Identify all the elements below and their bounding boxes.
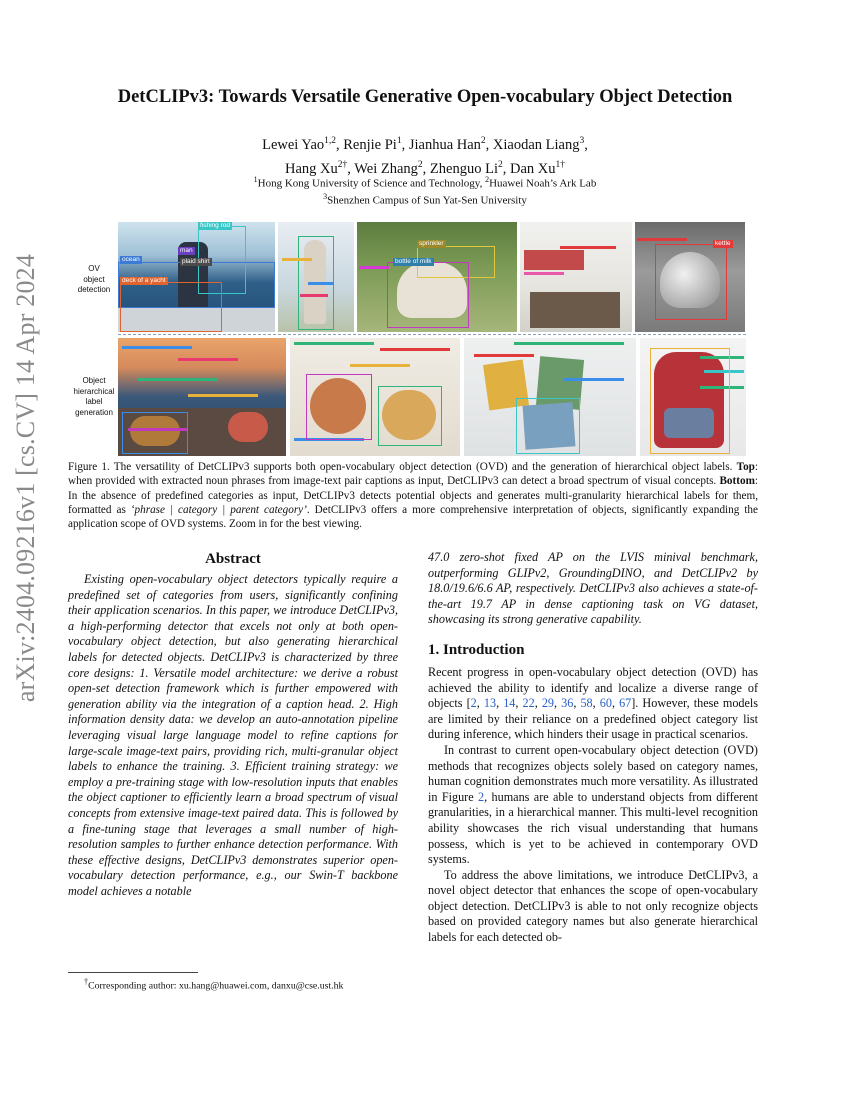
- tag-plaid-shirt: plaid shirt: [182, 258, 210, 265]
- citation-separator: ,: [534, 696, 542, 711]
- detection-box: [122, 412, 188, 454]
- citation-link[interactable]: 14: [503, 696, 516, 711]
- footnote-mark: †: [84, 977, 89, 986]
- citation-separator: ,: [592, 696, 600, 711]
- introduction-heading: 1. Introduction: [428, 641, 525, 658]
- author-separator: ,: [584, 136, 588, 153]
- citation-link[interactable]: 58: [580, 696, 593, 711]
- author-affiliation-mark: 1†: [555, 159, 565, 170]
- figure-2-reference[interactable]: 2: [478, 789, 485, 804]
- label-bar: [380, 348, 450, 351]
- affiliation-line-2: [70, 192, 780, 207]
- author-separator: ,: [336, 136, 344, 153]
- author-affiliation-mark: 2: [417, 159, 423, 170]
- caption-label: Figure 1.: [68, 461, 110, 473]
- label-bar: [282, 258, 312, 261]
- image-backpack: [640, 338, 746, 456]
- image-photo-collage: [464, 338, 636, 456]
- citation-link[interactable]: 29: [541, 696, 554, 711]
- row-separator: [118, 334, 746, 335]
- author-list: [70, 131, 780, 179]
- label-bar: [560, 246, 616, 249]
- figure-1: [68, 220, 748, 456]
- author-affiliation-mark: 1,2: [324, 136, 337, 146]
- arxiv-sidebar-stamp: arXiv:2404.09216v1 [cs.CV] 14 Apr 2024: [11, 253, 40, 703]
- author-line-1: [70, 131, 780, 155]
- label-bar: [524, 272, 564, 275]
- image-living-room: [520, 222, 632, 332]
- detection-box: [306, 374, 372, 440]
- author-name: Dan Xu: [509, 160, 556, 177]
- author-separator: ,: [401, 136, 409, 153]
- author-name: Hang Xu: [284, 160, 338, 177]
- left-column: [68, 550, 398, 899]
- author-separator: ,: [485, 136, 493, 153]
- tag-deck-of-a-yacht: deck of a yacht: [122, 277, 166, 284]
- furniture: [530, 292, 620, 328]
- citation-link[interactable]: 60: [599, 696, 612, 711]
- tag-fishing-rod: fishing rod: [200, 222, 230, 229]
- author-name: Zhenguo Li: [429, 160, 498, 177]
- author-separator: ,: [422, 160, 430, 177]
- image-lamb-grass: [357, 222, 517, 332]
- author-affiliation-mark: 2†: [337, 159, 348, 170]
- affiliation-mark: 3: [323, 192, 328, 201]
- label-bar: [308, 282, 334, 285]
- author-affiliation-mark: 2: [480, 136, 486, 146]
- intro-paragraph-1: Recent progress in open-vocabulary object detection (OVD) has achieved the ability to identify and localize a diverse range of objects [2, 13, 14, 22, 29, 36, 58, 60, 67]. However, these models are limited by their reliance on a predefined object category list during inference, which hinders their usage in practical scenarios.: [428, 664, 759, 742]
- abstract-text: Existing open-vocabulary object detectors typically require a predefined set of categories from users, significantly confining their application scenarios. In this paper, we introduce DetCLIPv3, a high-performing detector that excels not only at both open-vocabulary object detection, but also generating hierarchical labels for detected objects. DetCLIPv3 is characterized by three core designs: 1. Versatile model architecture: we derive a robust open-set detection framework which is further empowered with generation ability via the integration of a caption head. 2. High information density data: we develop an auto-annotation pipeline leveraging visual large language model to refine captions for large-scale image-text pairs, providing rich, multi-granular object labels to enhance the training. 3. Efficient training strategy: we employ a pre-training stage with low-resolution inputs that enables the object captioner to efficiently learn a broad spectrum of visual concepts from extensive image-text paired data. This is followed by a fine-tuning stage that leverages a small number of high-resolution samples to further enhance detection performance. With these effective designs, DetCLIPv3 demonstrates superior open-vocabulary detection performance, e.g., our Swin-T backbone model achieves a notable: [68, 572, 398, 898]
- detection-box: [516, 398, 580, 454]
- author-name: Lewei Yao: [262, 136, 325, 153]
- citation-separator: ,: [476, 696, 484, 711]
- caption-top-label: Top: [736, 461, 755, 473]
- image-dinner-table: [118, 338, 286, 456]
- citation-link[interactable]: 36: [561, 696, 574, 711]
- author-affiliation-mark: 2: [497, 159, 503, 170]
- tag-sprinkler: sprinkler: [419, 240, 444, 247]
- affiliation-name: Hong Kong University of Science and Technology,: [257, 177, 486, 190]
- citation-link[interactable]: 67: [619, 696, 632, 711]
- row-label-hierarchical-generation: Object hierarchical label generation: [73, 376, 115, 417]
- row-label-ov-detection: OV object detection: [77, 264, 111, 294]
- label-bar: [474, 354, 534, 357]
- image-yacht-fishing: [118, 222, 275, 332]
- citation-separator: ,: [515, 696, 523, 711]
- caption-format: ‘phrase | category | parent category’: [130, 503, 307, 516]
- label-bar: [564, 378, 624, 381]
- detection-box: [120, 282, 222, 332]
- affiliation-line-1: [70, 175, 780, 190]
- intro-paragraph-3: To address the above limitations, we introduce DetCLIPv3, a novel object detector that enhances the scope of open-vocabulary object detection. DetCLIPv3 is able to not only recognize objects based on provided category names but also generate hierarchical labels for each detected ob-: [428, 867, 758, 945]
- affiliation-name: Shenzhen Campus of Sun Yat-Sen University: [327, 194, 527, 207]
- author-affiliation-mark: 3: [579, 136, 585, 146]
- footnote-rule: [68, 972, 198, 973]
- label-bar: [300, 294, 328, 297]
- label-bar: [178, 358, 238, 361]
- plate: [228, 412, 268, 442]
- tag-kettle: kettle: [715, 240, 731, 247]
- label-bar: [350, 364, 410, 367]
- citation-link[interactable]: 22: [522, 696, 535, 711]
- author-affiliation-mark: 1: [396, 136, 402, 146]
- image-woman-grass: [278, 222, 354, 332]
- label-bar: [138, 378, 218, 381]
- intro-paragraph-2: In contrast to current open-vocabulary object detection (OVD) methods that recognizes objects solely based on category names, human cognition demonstrates much more versatility. As illustrated in Figure 2, humans are able to understand objects from different granularities, in a hierarchical manner. This multi-level recognition ability showcases the rich visual understanding that humans possess, which is yet to be achieved in contemporary OVD systems.: [428, 742, 758, 867]
- author-name: Xiaodan Liang: [492, 136, 580, 153]
- affiliation-name: Huawei Noah’s Ark Lab: [489, 177, 597, 190]
- detection-box: [387, 262, 469, 328]
- paper-title: DetCLIPv3: Towards Versatile Generative Open-vocabulary Object Detection: [117, 87, 733, 107]
- abstract-text-continued: 47.0 zero-shot fixed AP on the LVIS minival benchmark, outperforming GLIPv2, GroundingDINO, and DetCLIPv2 by 18.0/19.6/6.6 AP, respectively. DetCLIPv3 also achieves a state-of-the-art 19.7 AP in dense captioning task on VG dataset, showcasing its strong generative capability.: [428, 550, 758, 627]
- citation-separator: ,: [554, 696, 562, 711]
- detection-box: [655, 244, 727, 320]
- label-bar: [294, 342, 374, 345]
- label-bar: [514, 342, 624, 345]
- author-separator: ,: [347, 160, 355, 177]
- detection-box: [378, 386, 442, 446]
- wall-art: [524, 250, 584, 270]
- citation-separator: ,: [573, 696, 581, 711]
- footnote: †Corresponding author: xu.hang@huawei.com, danxu@cse.ust.hk: [84, 977, 344, 992]
- author-name: Renjie Pi: [343, 136, 397, 153]
- citation-link[interactable]: 2: [470, 696, 477, 711]
- tag-bottle-of-milk: bottle of milk: [395, 258, 432, 265]
- label-bar: [122, 346, 192, 349]
- label-bar: [637, 238, 687, 241]
- citation-link[interactable]: 13: [483, 696, 497, 711]
- image-kettle: [635, 222, 745, 332]
- citation-separator: ,: [496, 696, 504, 711]
- right-column: [428, 550, 758, 946]
- image-food-table: [290, 338, 460, 456]
- author-name: Jianhua Han: [408, 136, 481, 153]
- label-bar: [359, 266, 389, 269]
- abstract-heading: Abstract: [205, 551, 261, 567]
- citation-separator: ,: [611, 696, 620, 711]
- detection-box: [650, 348, 730, 454]
- affiliation-mark: 1: [253, 175, 258, 184]
- citation-list: [471, 696, 632, 710]
- tag-ocean: ocean: [122, 256, 140, 263]
- author-name: Wei Zhang: [354, 160, 418, 177]
- affiliation-mark: 2: [485, 175, 490, 184]
- author-separator: ,: [502, 160, 510, 177]
- figure-caption: Figure 1. The versatility of DetCLIPv3 supports both open-vocabulary object detection (OVD) and the generation of hierarchical object labels. Top: when provided with extracted noun phrases from image-text pair captions as input, DetCLIPv3 can detect a broad spectrum of visual concepts. Bottom: In the absence of predefined categories as input, DetCLIPv3 detects potential objects and generates multi-granularity hierarchical labels for them, formatted as ‘phrase | category | parent category’. DetCLIPv3 offers a more comprehensive interpretation of objects, significantly expanding the application scope of OVD systems. Zoom in for the best viewing.: [68, 461, 758, 531]
- label-bar: [188, 394, 258, 397]
- tag-man: man: [180, 247, 193, 254]
- caption-bottom-label: Bottom: [719, 475, 755, 488]
